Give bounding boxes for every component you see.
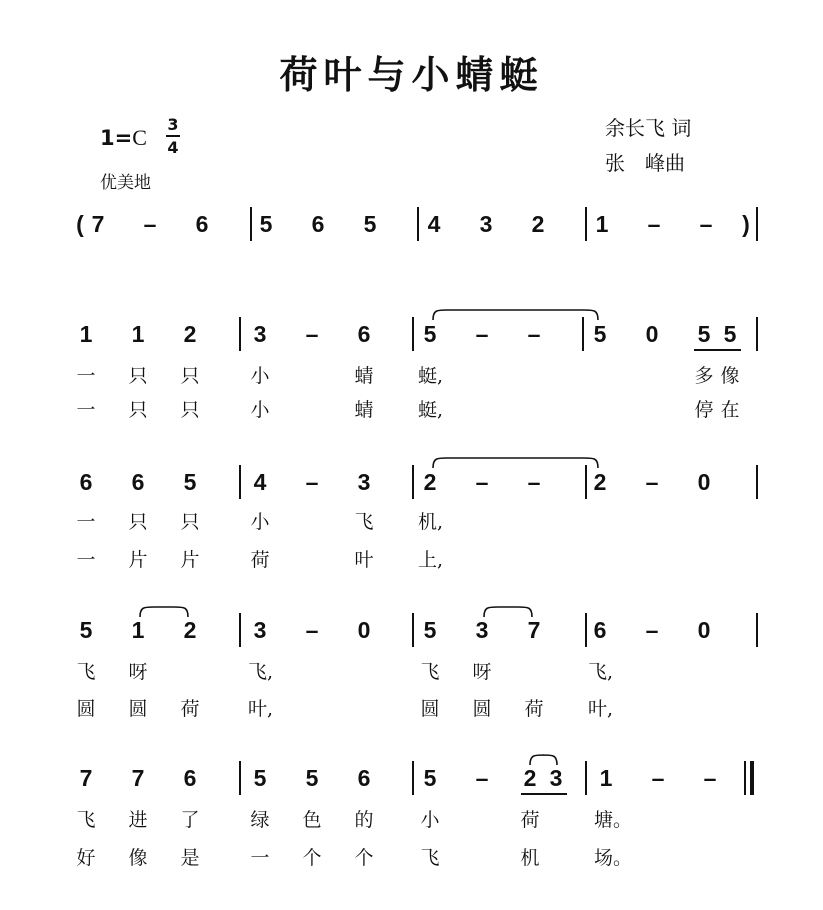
lyric: 个 [354,847,374,869]
key-signature: 1=C [100,125,147,150]
note: 3 [253,617,267,643]
time-numerator: 3 [167,115,179,134]
note: 5 [423,321,437,347]
lyric: 一 [76,365,96,387]
lyric: 荷 [520,809,540,831]
lyric: 绿 [250,809,270,831]
lyric: 像 [128,847,148,869]
lyric: 机, [418,511,444,533]
note: – [645,617,659,643]
note: – [305,469,319,495]
lyric: 停 [694,399,714,421]
note: 5 [253,765,267,791]
lyric: 多 [694,365,714,387]
note: 6 [311,211,325,237]
note: 0 [357,617,371,643]
lyric: 圆 [128,698,148,720]
lyric: 一 [250,847,270,869]
note: 3 [253,321,267,347]
lyric: 机 [520,847,540,869]
lyric: 圆 [76,698,96,720]
lyric: 荷 [250,549,270,571]
lyric: 叶 [354,549,374,571]
lyric: 片 [180,549,200,571]
note: – [651,765,665,791]
note: 2 [523,765,537,791]
note: 1 [595,211,609,237]
lyric: 小 [250,399,270,421]
lyric: 了 [180,809,200,831]
lyric: 是 [180,847,200,869]
lyric: 呀 [128,661,148,683]
lyric: 叶, [248,698,274,720]
tie-row1 [433,310,598,320]
note: 3 [549,765,563,791]
composer-credit: 张 峰曲 [605,151,685,175]
note: 5 [697,321,711,347]
note: – [475,765,489,791]
lyric: 塘。 [594,809,633,831]
note: 5 [183,469,197,495]
note: 1 [599,765,613,791]
note: 6 [357,765,371,791]
lyric: 蜓, [418,399,444,421]
note: 1 [131,617,145,643]
lyric: 圆 [472,698,492,720]
slur-row4 [530,755,557,765]
intro-open-paren: ( [76,211,84,237]
lyric: 飞, [248,661,274,683]
note: 2 [531,211,545,237]
lyric: 一 [76,511,96,533]
note: 7 [79,765,93,791]
note: – [143,211,157,237]
note: 2 [593,469,607,495]
note: 7 [131,765,145,791]
note: 6 [183,765,197,791]
slur-row3-b [484,607,532,617]
lyric: 蜓, [418,365,444,387]
note: 2 [183,617,197,643]
note: 1 [79,321,93,347]
note: – [305,617,319,643]
note: 6 [195,211,209,237]
lyric: 好 [76,847,96,869]
note: 0 [697,617,711,643]
lyric: 飞 [76,809,96,831]
note: 5 [79,617,93,643]
lyric: 飞 [420,847,440,869]
note: 5 [423,765,437,791]
lyric: 一 [76,549,96,571]
note: – [645,469,659,495]
lyric: 荷 [524,698,544,720]
lyric: 一 [76,399,96,421]
tempo-marking: 优美地 [100,173,151,193]
note: 2 [183,321,197,347]
lyric: 呀 [472,661,492,683]
note: 7 [527,617,541,643]
note: 6 [79,469,93,495]
lyric: 只 [180,511,200,533]
lyric: 小 [420,809,440,831]
lyric: 飞, [588,661,614,683]
lyric: 只 [128,399,148,421]
note: 3 [357,469,371,495]
lyric: 的 [354,809,374,831]
note: 6 [131,469,145,495]
note: – [527,321,541,347]
tie-row2 [433,458,598,468]
note: – [475,469,489,495]
note: – [647,211,661,237]
song-title: 荷叶与小蜻蜓 [279,52,544,97]
lyric: 色 [302,809,322,831]
note: 1 [131,321,145,347]
note: 5 [423,617,437,643]
note: 7 [91,211,105,237]
note: 5 [305,765,319,791]
lyric: 只 [128,511,148,533]
lyric: 小 [250,365,270,387]
note: 6 [357,321,371,347]
lyric: 蜻 [354,365,374,387]
note: 0 [645,321,659,347]
note: – [305,321,319,347]
time-denominator: 4 [167,138,179,157]
note: – [527,469,541,495]
note: 2 [423,469,437,495]
lyric: 个 [302,847,322,869]
lyric: 只 [128,365,148,387]
note: 5 [593,321,607,347]
note: – [475,321,489,347]
lyric: 飞 [354,511,374,533]
lyric: 只 [180,365,200,387]
note: 5 [723,321,737,347]
lyric: 飞 [76,661,96,683]
lyric: 飞 [420,661,440,683]
slur-row3-a [140,607,188,617]
lyric: 片 [128,549,148,571]
note: 0 [697,469,711,495]
note: 6 [593,617,607,643]
lyric: 荷 [180,698,200,720]
note: 4 [253,469,267,495]
note: – [699,211,713,237]
lyric: 只 [180,399,200,421]
note: 3 [475,617,489,643]
lyric: 圆 [420,698,440,720]
lyric: 叶, [588,698,614,720]
lyric: 上, [418,549,444,571]
note: – [703,765,717,791]
lyric: 在 [720,399,740,421]
note: 3 [479,211,493,237]
intro-close-paren: ) [742,211,750,237]
lyric: 像 [720,365,740,387]
note: 5 [259,211,273,237]
lyric: 进 [128,809,148,831]
lyric: 小 [250,511,270,533]
lyric: 场。 [594,847,633,869]
note: 5 [363,211,377,237]
lyric: 蜻 [354,399,374,421]
note: 4 [427,211,441,237]
lyricist-credit: 余长飞 词 [605,116,692,140]
